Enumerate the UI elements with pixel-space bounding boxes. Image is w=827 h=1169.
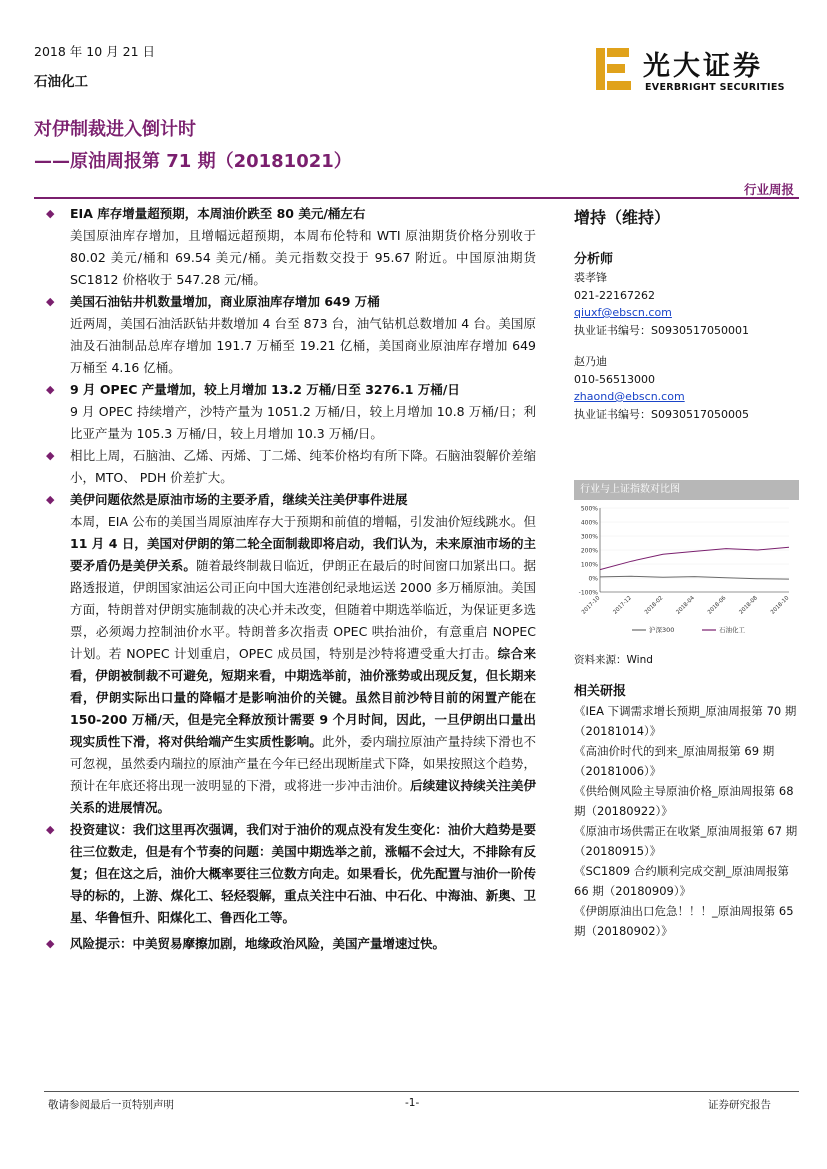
bullet-body: 相比上周，石脑油、乙烯、丙烯、丁二烯、纯苯价格均有所下降。石脑油裂解价差缩小，MTO、 PDH 价差扩大。 [70,448,536,485]
chart-plot [574,500,799,640]
chart-title: 行业与上证指数对比图 [574,480,799,500]
bullet-heading: 9 月 OPEC 产量增加，较上月增加 13.2 万桶/日至 3276.1 万桶/日 [70,382,460,397]
chart-y-tick-label: -100% [578,589,598,597]
research-link[interactable]: 《高油价时代的到来_原油周报第 69 期（20181006）》 [574,744,775,778]
body-part: 本周，EIA 公布的美国当周原油库存大于预期和前值的增幅，引发油价短线跳水。但 [70,514,536,529]
report-title: 对伊制裁进入倒计时 [34,119,196,140]
diamond-bullet-icon: ◆ [46,937,55,950]
chart-series-line [600,547,789,569]
analyst-cert: 执业证书编号：S0930517050001 [574,323,749,337]
chart-y-tick-label: 500% [580,505,598,513]
bullet-petrochem [44,445,536,489]
chart-source: 资料来源：Wind [574,654,653,666]
comparison-chart [574,480,799,670]
analyst-email-link[interactable]: qiuxf@ebscn.com [574,306,672,319]
research-link[interactable]: 《供给侧风险主导原油价格_原油周报第 68 期（20180922）》 [574,784,794,818]
bullet-opec [44,379,536,445]
page-number: -1- [405,1097,420,1109]
bullet-body [70,511,536,819]
logo-chinese-name: 光大证券 [643,51,763,82]
chart-x-tick-label: 2018-08 [738,595,759,616]
related-research [574,680,799,941]
report-type: 行业周报 [743,182,794,197]
analyst-name: 裘孝锋 [574,271,607,284]
footer-report-label: 证券研究报告 [708,1099,771,1111]
report-subtitle: ——原油周报第 71 期（20181021） [34,151,352,172]
chart-y-tick-label: 200% [580,547,598,555]
body-part: 此外，委内瑞拉原油产量持续下滑也不可忽视，虽然委内瑞拉的原油产量在今年已经出现断崖式下降，如果按照这个趋势，预计在年底还将出现一波明显的下滑，或将进一步冲击油价。 [70,734,536,793]
report-date: 2018 年 10 月 21 日 [34,44,155,59]
analyst-cert: 执业证书编号：S0930517050005 [574,407,749,421]
bullet-body: 近两周，美国石油活跃钻井数增加 4 台至 873 台，油气钻机总数增加 4 台。美国原油及石油制品总库存增加 191.7 万桶至 19.21 亿桶，美国商业原油库存增加 649 万桶至 4.16 亿桶。 [70,316,536,375]
body-part-bold: 综合来看，伊朗被制裁不可避免，短期来看，中期选举前，油价涨势或出现反复，但长期来看，伊朗实际出口量的降幅才是影响油价的关键。虽然目前沙特目前的闲置产能在 150-200 万桶/天，但是完全释放预计需要 9 个月时间，因此，一旦伊朗出口量出现实质性下滑，将对供给端产生实质性影响。 [70,646,536,749]
rating: 增持（维持） [574,208,671,227]
diamond-bullet-icon: ◆ [46,823,55,836]
chart-x-tick-label: 2017-10 [580,595,602,616]
bullet-risk [44,933,536,955]
sidebar-column [574,203,799,423]
research-link[interactable]: 《SC1809 合约顺利完成交割_原油周报第 66 期（20180909）》 [574,864,789,898]
bullet-rigs [44,291,536,379]
analyst-email-link[interactable]: zhaond@ebscn.com [574,390,685,403]
analyst-block [574,353,799,423]
diamond-bullet-icon: ◆ [46,383,55,396]
bullet-us-iran [44,489,536,819]
analyst-phone: 021-22167262 [574,288,655,302]
body-part: 随着最终制裁日临近，伊朗正在最后的时间窗口加紧出口。据路透报道，伊朗国家油运公司正向中国大连港创纪录地运送 2000 多万桶原油。美国方面，特朗普对伊朗实施制裁的决心并未改变，但随着中期选举临近，为保证更多选票，必须竭力控制油价水平。特朗普多次指责 OPEC 哄抬油价，有意重启 NOPEC 计划。若 NOPEC 计划重启，OPEC 成员国，特别是沙特将遭受重大打击。 [70,558,536,661]
bullet-eia [44,203,536,291]
bullet-heading: 美伊问题依然是原油市场的主要矛盾，继续关注美伊事件进展 [70,492,408,507]
research-title: 相关研报 [574,684,627,699]
everbright-logo-icon [596,48,632,90]
chart-y-tick-label: 400% [580,519,598,527]
research-link[interactable]: 《原油市场供需正在收紧_原油周报第 67 期（20180915）》 [574,824,798,858]
footer-disclaimer: 敬请参阅最后一页特别声明 [48,1099,174,1111]
logo-english-name: EVERBRIGHT SECURITIES [645,82,785,93]
chart-y-tick-label: 300% [580,533,598,541]
research-link[interactable]: 《IEA 下调需求增长预期_原油周报第 70 期（20181014）》 [574,704,797,738]
header-divider [34,197,799,199]
summary-column [44,203,536,955]
chart-y-tick-label: 100% [580,561,598,569]
chart-legend-label: 石油化工 [719,626,745,634]
chart-series-line [600,576,789,579]
chart-legend-label: 沪深300 [649,626,675,634]
diamond-bullet-icon: ◆ [46,295,55,308]
analyst-name: 赵乃迪 [574,355,607,368]
bullet-heading: EIA 库存增量超预期，本周油价跌至 80 美元/桶左右 [70,206,366,221]
chart-x-tick-label: 2017-12 [612,595,633,616]
chart-y-tick-label: 0% [588,575,598,583]
sector-label: 石油化工 [34,74,88,90]
research-link[interactable]: 《伊朗原油出口危急！！！_原油周报第 65 期（20180902）》 [574,904,794,938]
diamond-bullet-icon: ◆ [46,449,55,462]
diamond-bullet-icon: ◆ [46,207,55,220]
chart-x-tick-label: 2018-02 [643,595,665,616]
body-part-bold: 后续建议持续关注美伊关系的进展情况。 [70,778,536,815]
bullet-body: 美国原油库存增加，且增幅远超预期，本周布伦特和 WTI 原油期货价格分别收于 80.02 美元/桶和 69.54 美元/桶。美元指数交投于 95.67 附近。中国原油期货 SC1812 价格收于 547.28 元/桶。 [70,228,536,287]
chart-x-tick-label: 2018-04 [675,595,696,616]
bullet-investment-advice [44,819,536,929]
analyst-block [574,269,799,339]
analyst-section-title: 分析师 [574,252,614,267]
chart-x-tick-label: 2018-10 [769,595,791,616]
analyst-phone: 010-56513000 [574,372,655,386]
chart-x-tick-label: 2018-06 [706,595,728,616]
bullet-body: 风险提示：中美贸易摩擦加剧，地缘政治风险，美国产量增速过快。 [70,936,446,951]
bullet-body: 9 月 OPEC 持续增产，沙特产量为 1051.2 万桶/日，较上月增加 10.8 万桶/日；利比亚产量为 105.3 万桶/日，较上月增加 10.3 万桶/日。 [70,404,536,441]
body-part-bold: 11 月 4 日，美国对伊朗的第二轮全面制裁即将启动，我们认为，未来原油市场的主要矛盾仍是美伊关系。 [70,536,536,573]
footer-divider [44,1091,799,1092]
bullet-body: 投资建议：我们这里再次强调，我们对于油价的观点没有发生变化：油价大趋势是要往三位数走，但是有个节奏的问题：美国中期选举之前，涨幅不会过大，不排除有反复；但在这之后，油价大概率要往三位数方向走。如果看长，优先配置与油价一阶传导的标的，上游、煤化工、轻烃裂解，重点关注中石油、中石化、中海油、新奥、卫星、华鲁恒升、阳煤化工、鲁西化工等。 [70,822,536,925]
bullet-heading: 美国石油钻井机数量增加，商业原油库存增加 649 万桶 [70,294,380,309]
diamond-bullet-icon: ◆ [46,493,55,506]
